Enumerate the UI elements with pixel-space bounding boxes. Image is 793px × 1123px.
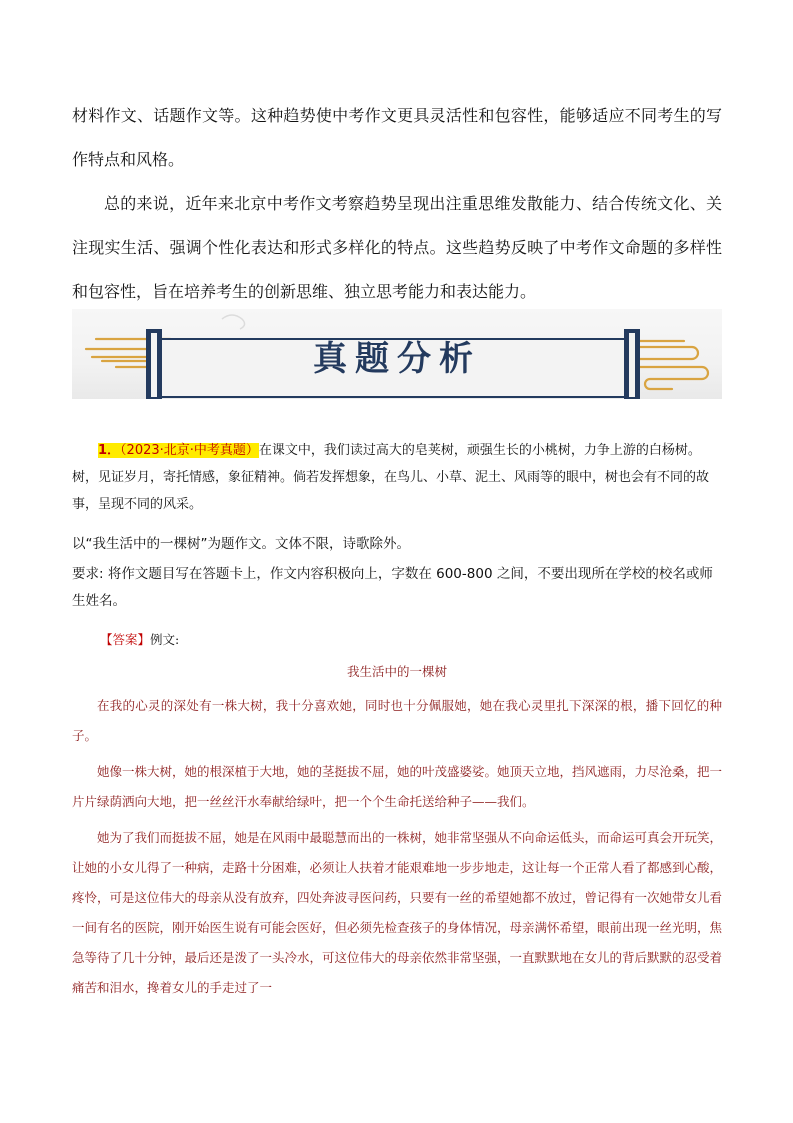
intro-paragraph-2: 总的来说，近年来北京中考作文考察趋势呈现出注重思维发散能力、结合传统文化、关注现实生活、强调个性化表达和形式多样化的特点。这些趋势反映了中考作文命题的多样性和包容性，旨在培养考生的创新思维、独立思考能力和表达能力。	[72, 194, 722, 301]
essay-paragraph-3: 她为了我们而挺拔不屈，她是在风雨中最聪慧而出的一株树，她非常坚强从不向命运低头，而命运可真会开玩笑，让她的小女儿得了一种病，走路十分困难，必须让人扶着才能艰难地一步步地走，这让每一个正常人看了都感到心酸，疼怜，可是这位伟大的母亲从没有放弃，四处奔波寻医问药，只要有一丝的希望她都不放过，曾记得有一次她带女儿看一间有名的医院，刚开始医生说有可能会医好，但必须先检查孩子的身体情况，母亲满怀希望，眼前出现一丝光明，焦急等待了几十分钟，最后还是泼了一头冷水，可这位伟大的母亲依然非常坚强，一直默默地在女儿的背后默默的忍受着痛苦和泪水，搀着女儿的手走过了一	[72, 830, 723, 995]
question-requirement: 要求: 将作文题目写在答题卡上，作文内容积极向上，字数在 600-800 之间，不要出现所在学校的校名或师生姓名。	[72, 566, 713, 609]
section-banner	[72, 309, 722, 399]
question-source: （2023·北京·中考真题）	[120, 443, 259, 458]
answer-tag: 【答案】	[100, 632, 151, 647]
answer-example-label: 例文:	[150, 632, 180, 647]
intro-paragraph-1: 材料作文、话题作文等。这种趋势使中考作文更具灵活性和包容性，能够适应不同考生的写作特点和风格。	[72, 106, 722, 169]
essay-title: 我生活中的一棵树	[346, 664, 447, 679]
question-prompt: 在课文中，我们读过高大的皂荚树，顽强生长的小桃树，力争上游的白杨树。树，见证岁月，寄托情感，象征精神。倘若发挥想象，在鸟儿、小草、泥土、风雨等的眼中，树也会有不同的故事，呈现不同的风采。	[72, 443, 710, 512]
question-1	[72, 437, 722, 518]
banner-title: 真题分析	[313, 338, 481, 379]
question-highlight	[98, 443, 259, 458]
question-topic: 以“我生活中的一棵树”为题作文。文体不限，诗歌除外。	[72, 536, 410, 552]
essay-paragraph-1: 在我的心灵的深处有一株大树，我十分喜欢她，同时也十分佩服她，她在我心灵里扎下深深的根，播下回忆的种子。	[72, 698, 722, 743]
answer-label	[100, 630, 179, 650]
question-number: 1．	[98, 443, 121, 458]
essay-paragraph-2: 她像一株大树，她的根深植于大地，她的茎挺拔不屈，她的叶茂盛婆娑。她顶天立地，挡风遮雨，力尽沧桑，把一片片绿荫洒向大地，把一丝丝汗水奉献给绿叶，把一个个生命托送给种子——我们。	[72, 764, 723, 809]
